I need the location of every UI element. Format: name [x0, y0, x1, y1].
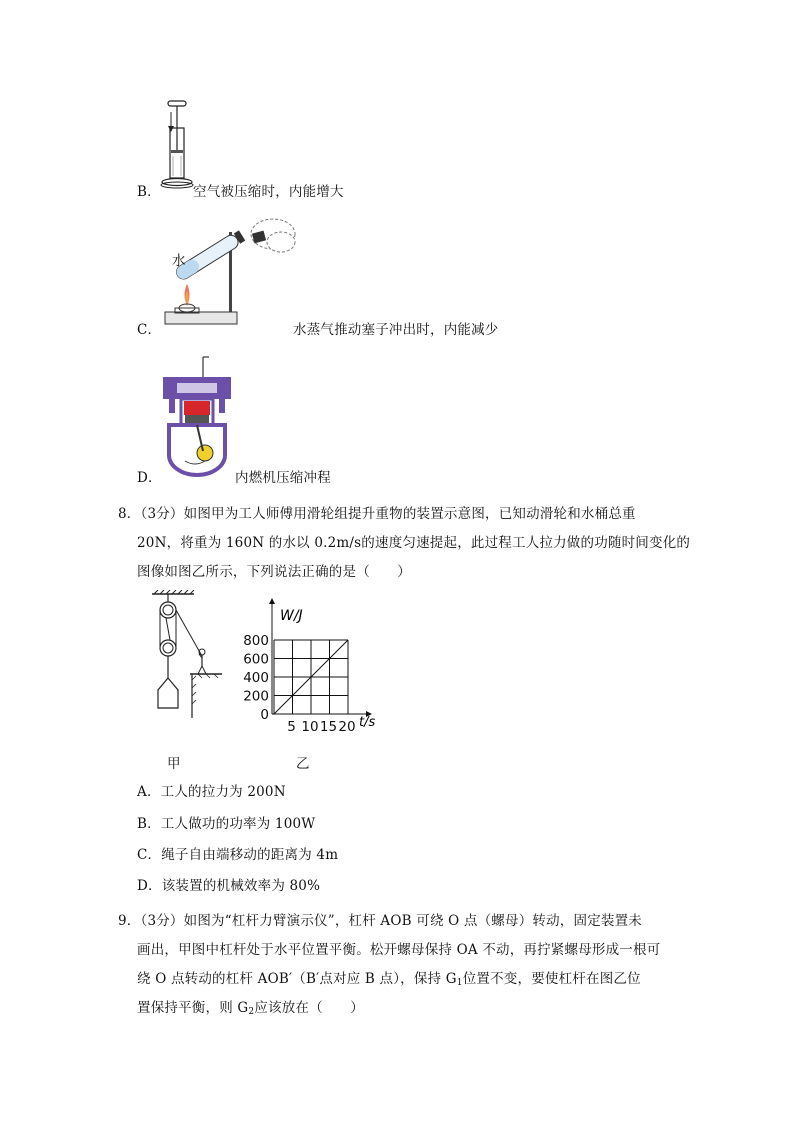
water-label: 水: [172, 253, 186, 269]
q9-line-4: [137, 996, 364, 1017]
option-c-letter: C．: [137, 322, 162, 338]
fig-jia-label: 甲: [167, 756, 181, 772]
q9-line-2: 画出，甲图中杠杆处于水平位置平衡。松开螺母保持 OA 不动，再拧紧螺母形成一根可: [137, 942, 661, 958]
y-axis-label: W/J: [280, 608, 303, 624]
x-tick-label: 5: [287, 719, 296, 735]
engine-cylinder-figure: [159, 355, 235, 477]
q9-line-3: [137, 967, 641, 988]
compression-syringe-figure: [158, 98, 198, 190]
q9-line-1: 9．（3分）如图为“杠杆力臂演示仪”，杠杆 AOB 可绕 O 点（螺母）转动，固定装置未: [118, 913, 643, 929]
work-time-chart: [238, 598, 388, 746]
q9-line-4-part-a: 置保持平衡，则 G: [137, 1000, 249, 1016]
option-d-text: 内燃机压缩冲程: [235, 470, 331, 486]
q8-stem-line-3: 图像如图乙所示，下列说法正确的是（ ）: [137, 564, 411, 580]
q8-option-a: A．工人的拉力为 200N: [137, 784, 286, 800]
x-tick-label: 15: [319, 719, 338, 735]
q9-line-3-part-a: 绕 O 点转动的杠杆 AOB′（B′点对应 B 点），保持 G: [137, 971, 457, 987]
option-c-text: 水蒸气推动塞子冲出时，内能减少: [293, 322, 499, 338]
option-b-letter: B．: [137, 184, 161, 200]
q9-line-3-part-b: 位置不变，要使杠杆在图乙位: [462, 971, 641, 987]
q8-option-b: B．工人做功的功率为 100W: [137, 816, 316, 832]
y-tick-label: 200: [243, 688, 269, 705]
x-axis-label: t/s: [359, 715, 376, 730]
fig-yi-label: 乙: [296, 756, 310, 772]
q8-stem-line-2: 20N，将重为 160N 的水以 0.2m/s的速度匀速提起，此过程工人拉力做的功随时间变化的: [137, 535, 691, 551]
steam-test-tube-figure: [163, 212, 298, 334]
g1-subscript: 1: [456, 978, 463, 988]
option-b-text: 空气被压缩时，内能增大: [193, 184, 344, 200]
x-tick-label: 20: [338, 719, 356, 735]
q8-option-d: D．该装置的机械效率为 80%: [137, 878, 321, 894]
option-d-letter: D．: [137, 470, 162, 486]
y-tick-label: 0: [260, 707, 269, 723]
y-tick-label: 600: [243, 651, 269, 668]
x-tick-label: 10: [301, 719, 319, 735]
y-axis-arrow: [269, 598, 275, 604]
pulley-system-figure: [152, 590, 222, 718]
chart-ticks: [243, 633, 355, 735]
q8-option-c: C．绳子自由端移动的距离为 4m: [137, 847, 339, 863]
y-tick-label: 400: [243, 670, 269, 686]
q9-line-4-part-b: 应该放在（ ）: [254, 1000, 364, 1016]
q8-stem-line-1: 8．（3分）如图甲为工人师傅用滑轮组提升重物的装置示意图，已知动滑轮和水桶总重: [118, 506, 636, 522]
g2-subscript: 2: [248, 1007, 255, 1017]
y-tick-label: 800: [243, 633, 269, 649]
